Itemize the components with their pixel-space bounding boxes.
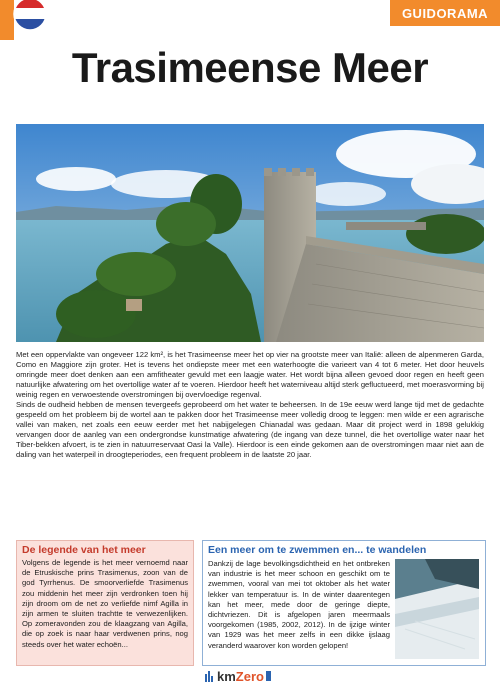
legend-box-text: Volgens de legende is het meer vernoemd naar de Etruskische prins Trasimenus, zoon van de god Tyrrhenus. De smoorverliefde Trasimenus zou middenin het meer zijn verdronken toen hij zijn droom om de net zo verliefde nimf Agilla in zijn armen te sluiten trachtte te verwezenlijken. Op zomeravonden zou de klaagzang van Agilla, die op zoek is naar haar verdwenen prins, nog steeds over het water echoën... (22, 558, 188, 649)
legend-box-title: De legende van het meer (22, 544, 146, 556)
main-article-text (16, 350, 484, 461)
guidorama-brand-label: GUIDORAMA (390, 0, 500, 26)
swim-box-text: Dankzij de lage bevolkingsdichtheid en het ontbreken van industrie is het meer schoon en geschikt om te zwemmen, vooral van mei tot oktober als het water lekker van temperatuur is. In de winter daarentegen kan het meer, mede door de geringe diepte, dichtvriezen. Dit is afgelopen jaren meermaals voorgekomen (1985, 2002, 2012). In de ijzige winter van 1929 was het meer zelfs in een dikke ijslaag veranderd waarover kon worden gelopen! (208, 559, 390, 650)
logo-tail-mark (266, 671, 271, 681)
paragraph: Sinds de oudheid hebben de mensen tevergeefs geprobeerd om het water te beheersen. In de 19e eeuw werd lange tijd met de gedachte gespeeld om het probleem bij de wortel aan te pakken door het Trasimeense meer volledig droog te leggen: men wilde er een agrarische vallei van maken, net zoals een eeuw eerder met het nabijgelegen Chianadal was gedaan. Maar dit project werd in 1898 gelukkig vervangen door de aanleg van een ondergrondse kunstmatige afwatering (de ingang van deze tunnel, die het overtollige water naar het Tiber-bekken afvoert, is te zien in natuurreservaat Oasi la Valle). Hierdoor is een einde gekomen aan de overstromingen maar niet aan de daling van het waterpeil in droogteperiodes, een frequent probleem in de laatste 20 jaar. (16, 400, 484, 460)
swim-box-title: Een meer om te zwemmen en... te wandelen (208, 544, 427, 556)
paragraph: Met een oppervlakte van ongeveer 122 km², is het Trasimeense meer het op vier na grootste meer van Italië: alleen de alpenmeren Garda, Como en Maggiore zijn groter. Het is tevens het ondiepste meer met een waterhoogte die varieert van 4 tot 6 meter. Het door heuvels omringde meer doet denken aan een amfitheater gevuld met een laagje water. Het wordt bijna alleen gevoed door regen en heeft geen natuurlijke afwatering om het overtollige water af te voeren. Hierdoor heeft het waterniveau altijd sterk gefluctueerd, met moerasvorming bij weinig regen en verwoestende overstromingen bij overvloedige regenval. (16, 350, 484, 400)
frozen-lake-photo (395, 559, 479, 659)
page-title: Trasimeense Meer (71, 44, 429, 91)
logo-suffix: Zero (235, 668, 264, 684)
netherlands-flag-icon (0, 0, 48, 40)
legend-sidebar-box (16, 540, 194, 666)
logo-prefix: km (217, 668, 236, 684)
logo-mark-icon (205, 670, 215, 682)
swim-sidebar-box (202, 540, 486, 666)
lake-castle-photo (16, 124, 484, 342)
kmzero-logo (205, 668, 271, 684)
